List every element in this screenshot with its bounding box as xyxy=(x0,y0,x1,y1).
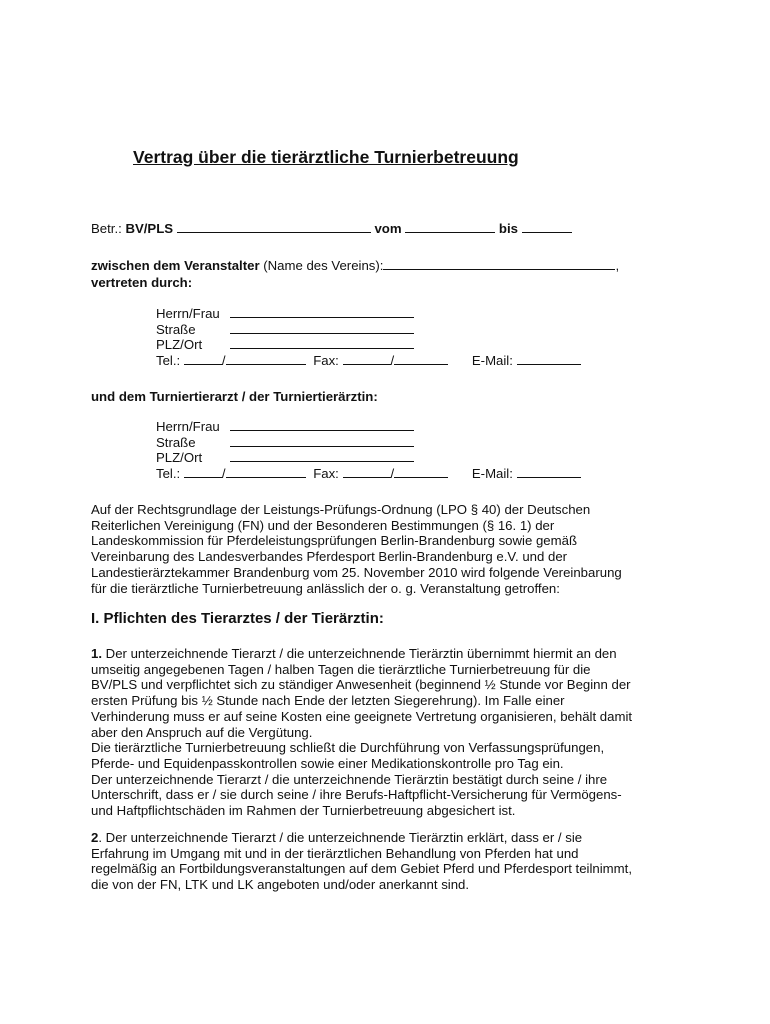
tierarzt-email-blank[interactable] xyxy=(517,466,581,478)
vom-date-blank[interactable] xyxy=(405,221,495,233)
tierarzt-name-blank[interactable] xyxy=(230,419,414,431)
intro-line: für die tierärztliche Turnierbetreuung anlässlich der o. g. Veranstaltung getroffen: xyxy=(91,580,560,596)
item-1-number: 1. xyxy=(91,646,102,661)
veranstalter-fax-label: Fax: xyxy=(313,352,339,368)
vertreten-label: vertreten durch: xyxy=(91,275,193,290)
tierarzt-tel-slash: / xyxy=(221,465,226,481)
betr-prefix: Betr.: xyxy=(91,221,126,236)
veranstalter-tel-label: Tel.: xyxy=(156,352,181,368)
item-1-line: umseitig angegebenen Tagen / halben Tagen die tierärztliche Turnierbetreuung für die xyxy=(91,661,591,677)
veranstalter-strasse-blank[interactable] xyxy=(230,322,414,334)
item-2-text: . Der unterzeichnende Tierarzt / die unterzeichnende Tierärztin erklärt, dass er / sie xyxy=(98,830,583,845)
intro-line: Landestierärztekammer Brandenburg vom 25. November 2010 wird folgende Vereinbarung xyxy=(91,564,622,580)
veranstalter-fields xyxy=(156,306,581,368)
tierarzt-fax-slash: / xyxy=(390,465,395,481)
item-1-line: Verhinderung muss er auf seine Kosten eine geeignete Vertretung organisieren, behält damit xyxy=(91,708,633,724)
tierarzt-name-row xyxy=(156,419,581,435)
veranstalter-strasse-row xyxy=(156,322,581,338)
veranstalter-name-row xyxy=(156,306,581,322)
veranstalter-fax-slash: / xyxy=(390,352,395,368)
item-1-first-line xyxy=(91,646,691,662)
intro-line: Auf der Rechtsgrundlage der Leistungs-Prüfungs-Ordnung (LPO § 40) der Deutschen xyxy=(91,502,591,517)
intro-line: Reiterlichen Vereinigung (FN) und der Besonderen Bestimmungen (§ 16. 1) der xyxy=(91,517,555,533)
item-1-line: und Haftpflichtschäden im Rahmen der Turnierbetreuung abgesichert ist. xyxy=(91,803,516,819)
item-1-line: Pferde- und Equidenpasskontrollen sowie einer Medikationskontrolle pro Tag ein. xyxy=(91,755,564,771)
item-2-line: die von der FN, LTK und LK angeboten und/oder anerkannt sind. xyxy=(91,877,470,893)
tierarzt-strasse-blank[interactable] xyxy=(230,435,414,447)
veranstalter-fax-number-blank[interactable] xyxy=(394,353,448,365)
zwischen-comma: , xyxy=(615,258,620,273)
intro-paragraph xyxy=(91,502,691,596)
tierarzt-tel-row xyxy=(156,466,581,482)
betr-code: BV/PLS xyxy=(125,221,174,236)
item-2-line: regelmäßig an Fortbildungsveranstaltungen auf dem Gebiet Pferd und Pferdesport teilnimmt, xyxy=(91,861,632,877)
zwischen-line xyxy=(91,258,619,273)
betr-name-blank[interactable] xyxy=(177,221,371,233)
tierarzt-fields xyxy=(156,419,581,481)
item-1-line: Die tierärztliche Turnierbetreuung schließt die Durchführung von Verfassungsprüfungen, xyxy=(91,740,605,756)
veranstalter-plz-blank[interactable] xyxy=(230,337,414,349)
tierarzt-tel-label: Tel.: xyxy=(156,465,181,481)
item-1-text: Der unterzeichnende Tierarzt / die unterzeichnende Tierärztin übernimmt hiermit an den xyxy=(102,646,617,661)
veranstalter-fax-area-blank[interactable] xyxy=(343,353,391,365)
tierarzt-tel-area-blank[interactable] xyxy=(184,466,222,478)
veranstalter-name-blank[interactable] xyxy=(230,306,414,318)
veranstalter-email-blank[interactable] xyxy=(517,353,581,365)
veranstalter-tel-number-blank[interactable] xyxy=(226,353,306,365)
tierarzt-plz-row xyxy=(156,450,581,466)
zwischen-normal: (Name des Vereins): xyxy=(259,258,384,273)
betr-bis-label: bis xyxy=(498,221,518,236)
tierarzt-email-label: E-Mail: xyxy=(471,465,513,481)
tierarzt-fax-number-blank[interactable] xyxy=(394,466,448,478)
zwischen-bold: zwischen dem Veranstalter xyxy=(91,258,260,273)
tierarzt-tel-number-blank[interactable] xyxy=(226,466,306,478)
item-1-line: Der unterzeichnende Tierarzt / die unterzeichnende Tierärztin bestätigt durch seine / ihre xyxy=(91,771,608,787)
veranstalter-tel-slash: / xyxy=(221,352,226,368)
tierarzt-plz-blank[interactable] xyxy=(230,450,414,462)
betr-vom-label: vom xyxy=(374,221,402,236)
item-1-line: Unterschrift, dass er / sie durch seine / ihre Berufs-Haftpflicht-Versicherung für Vermögens- xyxy=(91,787,622,803)
tierarzt-plz-label: PLZ/Ort xyxy=(156,450,203,465)
item-1-line: ersten Prüfung bis ½ Stunde nach Ende der letzten Siegerehrung). Im Falle einer xyxy=(91,693,565,709)
veranstalter-email-label: E-Mail: xyxy=(471,352,513,368)
tierarzt-fax-area-blank[interactable] xyxy=(343,466,391,478)
document-title: Vertrag über die tierärztliche Turnierbetreuung xyxy=(133,147,519,167)
veranstalter-tel-row xyxy=(156,353,581,369)
item-1-line: aber den Anspruch auf die Vergütung. xyxy=(91,724,313,740)
veranstalter-strasse-label: Straße xyxy=(156,321,196,337)
tierarzt-fax-label: Fax: xyxy=(313,465,339,481)
item-2 xyxy=(91,830,691,893)
tierarzt-strasse-label: Straße xyxy=(156,434,196,450)
item-2-line: Erfahrung im Umgang mit und in der tierärztlichen Behandlung von Pferden hat und xyxy=(91,845,579,861)
item-2-first-line xyxy=(91,830,691,846)
tierarzt-strasse-row xyxy=(156,435,581,451)
tierarzt-herr-label: Herrn/Frau xyxy=(156,419,220,434)
bis-date-blank[interactable] xyxy=(522,221,572,233)
veranstalter-tel-area-blank[interactable] xyxy=(184,353,222,365)
vereins-name-blank[interactable] xyxy=(383,258,615,270)
betr-line xyxy=(91,221,572,236)
item-1 xyxy=(91,646,691,819)
veranstalter-plz-label: PLZ/Ort xyxy=(156,337,203,352)
section-heading: I. Pflichten des Tierarztes / der Tierärztin: xyxy=(91,610,384,627)
item-1-line: BV/PLS und verpflichtet sich zu ständiger Anwesenheit (beginnend ½ Stunde vor Beginn der xyxy=(91,677,631,693)
item-2-number: 2 xyxy=(91,830,99,845)
veranstalter-plz-row xyxy=(156,337,581,353)
veranstalter-herr-label: Herrn/Frau xyxy=(156,306,220,321)
intro-line: Vereinbarung des Landesverbandes Pferdesport Berlin-Brandenburg e.V. und der xyxy=(91,549,568,565)
intro-line: Landeskommission für Pferdeleistungsprüfungen Berlin-Brandenburg sowie gemäß xyxy=(91,533,578,549)
tierarzt-heading: und dem Turniertierarzt / der Turniertierärztin: xyxy=(91,389,378,404)
